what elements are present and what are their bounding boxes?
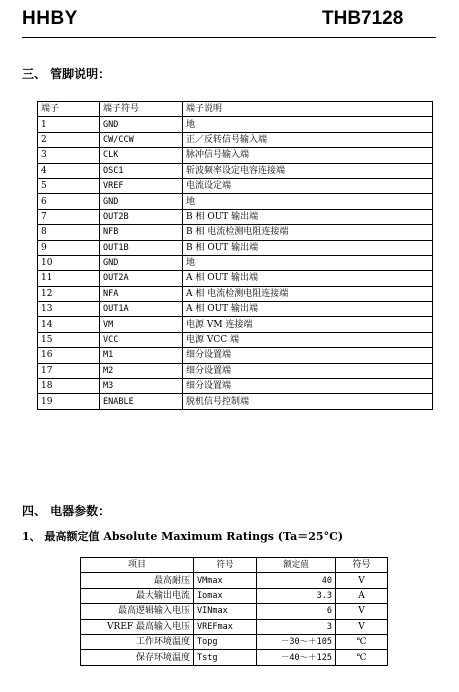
header-cell: 额定值 [257,558,336,573]
pin-number: 4 [38,163,100,178]
pin-row [38,225,433,240]
header-cell: 符号 [336,558,388,573]
pin-description: B 相 电流检测电阻连接端 [183,225,433,240]
pin-description: 电源 VCC 端 [183,332,433,347]
rating-value: 3.3 [257,588,336,603]
pin-symbol: NFB [100,225,183,240]
pin-symbol: M2 [100,363,183,378]
pin-row [38,271,433,286]
header-left-brand: HHBY [22,8,78,29]
pin-row [38,194,433,209]
pin-symbol: NFA [100,286,183,301]
rating-symbol: Topg [194,634,257,649]
header-cell: 符号 [194,558,257,573]
rating-unit: V [336,604,388,619]
pin-description: 细分设置端 [183,363,433,378]
pin-description: 脱机信号控制端 [183,394,433,409]
pin-description: B 相 OUT 输出端 [183,209,433,224]
pin-row [38,317,433,332]
pin-row [38,178,433,193]
pin-number: 7 [38,209,100,224]
rating-unit: V [336,573,388,588]
rating-item: 工作环境温度 [81,634,194,649]
rating-row [81,573,388,588]
pin-description: 细分设置端 [183,379,433,394]
pin-row [38,302,433,317]
rating-symbol: VMmax [194,573,257,588]
pin-description: 电源 VM 连接端 [183,317,433,332]
rating-unit: ℃ [336,650,388,665]
rating-row [81,619,388,634]
rating-symbol: VINmax [194,604,257,619]
header-cell: 端子 [38,102,100,117]
pin-description: 地 [183,255,433,270]
pin-description: 正／反转信号输入端 [183,132,433,147]
pin-description: B 相 OUT 输出端 [183,240,433,255]
pin-row [38,394,433,409]
pin-description: 细分设置端 [183,348,433,363]
pin-row [38,363,433,378]
pin-description: 电流设定端 [183,178,433,193]
pin-number: 11 [38,271,100,286]
pin-symbol: OUT2B [100,209,183,224]
subsection-max-ratings-title: 1、 最高额定值 Absolute Maximum Ratings (Ta＝25°C) [22,530,344,543]
pin-row [38,163,433,178]
pin-number: 16 [38,348,100,363]
pin-row [38,209,433,224]
pin-number: 1 [38,117,100,132]
rating-value: －40～＋125 [257,650,336,665]
rating-symbol: VREFmax [194,619,257,634]
pin-number: 17 [38,363,100,378]
pin-number: 9 [38,240,100,255]
ratings-table [80,557,388,666]
pin-symbol: GND [100,117,183,132]
rating-unit: V [336,619,388,634]
rating-item: 最高耐压 [81,573,194,588]
rating-symbol: Tstg [194,650,257,665]
pin-number: 5 [38,178,100,193]
pin-number: 18 [38,379,100,394]
pin-description: 地 [183,117,433,132]
pin-symbol: ENABLE [100,394,183,409]
pin-description: A 相 OUT 输出端 [183,271,433,286]
pin-number: 12 [38,286,100,301]
pin-symbol: CLK [100,148,183,163]
rating-item: VREF 最高输入电压 [81,619,194,634]
rating-row [81,588,388,603]
rating-value: 3 [257,619,336,634]
header-right-model: THB7128 [322,8,404,29]
pin-symbol: GND [100,255,183,270]
rating-value: 6 [257,604,336,619]
rating-value: －30～＋105 [257,634,336,649]
header-rule [22,37,436,38]
pin-table-header [38,102,433,117]
pin-number: 6 [38,194,100,209]
pin-row [38,286,433,301]
pin-number: 14 [38,317,100,332]
pin-symbol: VREF [100,178,183,193]
pin-description: 地 [183,194,433,209]
pin-symbol: M3 [100,379,183,394]
pin-symbol: VM [100,317,183,332]
pin-symbol: OUT2A [100,271,183,286]
pin-symbol: OSC1 [100,163,183,178]
pin-row [38,332,433,347]
pin-number: 2 [38,132,100,147]
rating-item: 保存环境温度 [81,650,194,665]
pin-symbol: CW/CCW [100,132,183,147]
pin-description: A 相 电流检测电阻连接端 [183,286,433,301]
rating-row [81,604,388,619]
rating-value: 40 [257,573,336,588]
pin-row [38,255,433,270]
header-cell: 端子说明 [183,102,433,117]
pin-description: A 相 OUT 输出端 [183,302,433,317]
pin-table [37,101,433,410]
pin-number: 3 [38,148,100,163]
pin-number: 8 [38,225,100,240]
rating-unit: A [336,588,388,603]
section-pin-description-title: 三、 管脚说明： [22,67,111,81]
pin-number: 15 [38,332,100,347]
header-cell: 端子符号 [100,102,183,117]
pin-row [38,148,433,163]
ratings-table-header [81,558,388,573]
pin-symbol: OUT1A [100,302,183,317]
pin-row [38,379,433,394]
rating-item: 最大输出电流 [81,588,194,603]
pin-number: 19 [38,394,100,409]
pin-row [38,117,433,132]
rating-unit: ℃ [336,634,388,649]
pin-row [38,240,433,255]
rating-symbol: Iomax [194,588,257,603]
section-electrical-title: 四、 电器参数： [22,504,111,518]
pin-number: 13 [38,302,100,317]
pin-row [38,132,433,147]
pin-symbol: VCC [100,332,183,347]
pin-symbol: OUT1B [100,240,183,255]
pin-description: 脉冲信号输入端 [183,148,433,163]
pin-symbol: M1 [100,348,183,363]
pin-row [38,348,433,363]
header-cell: 项目 [81,558,194,573]
rating-row [81,634,388,649]
pin-symbol: GND [100,194,183,209]
rating-item: 最高逻辑输入电压 [81,604,194,619]
pin-description: 斩波频率设定电容连接端 [183,163,433,178]
pin-number: 10 [38,255,100,270]
rating-row [81,650,388,665]
